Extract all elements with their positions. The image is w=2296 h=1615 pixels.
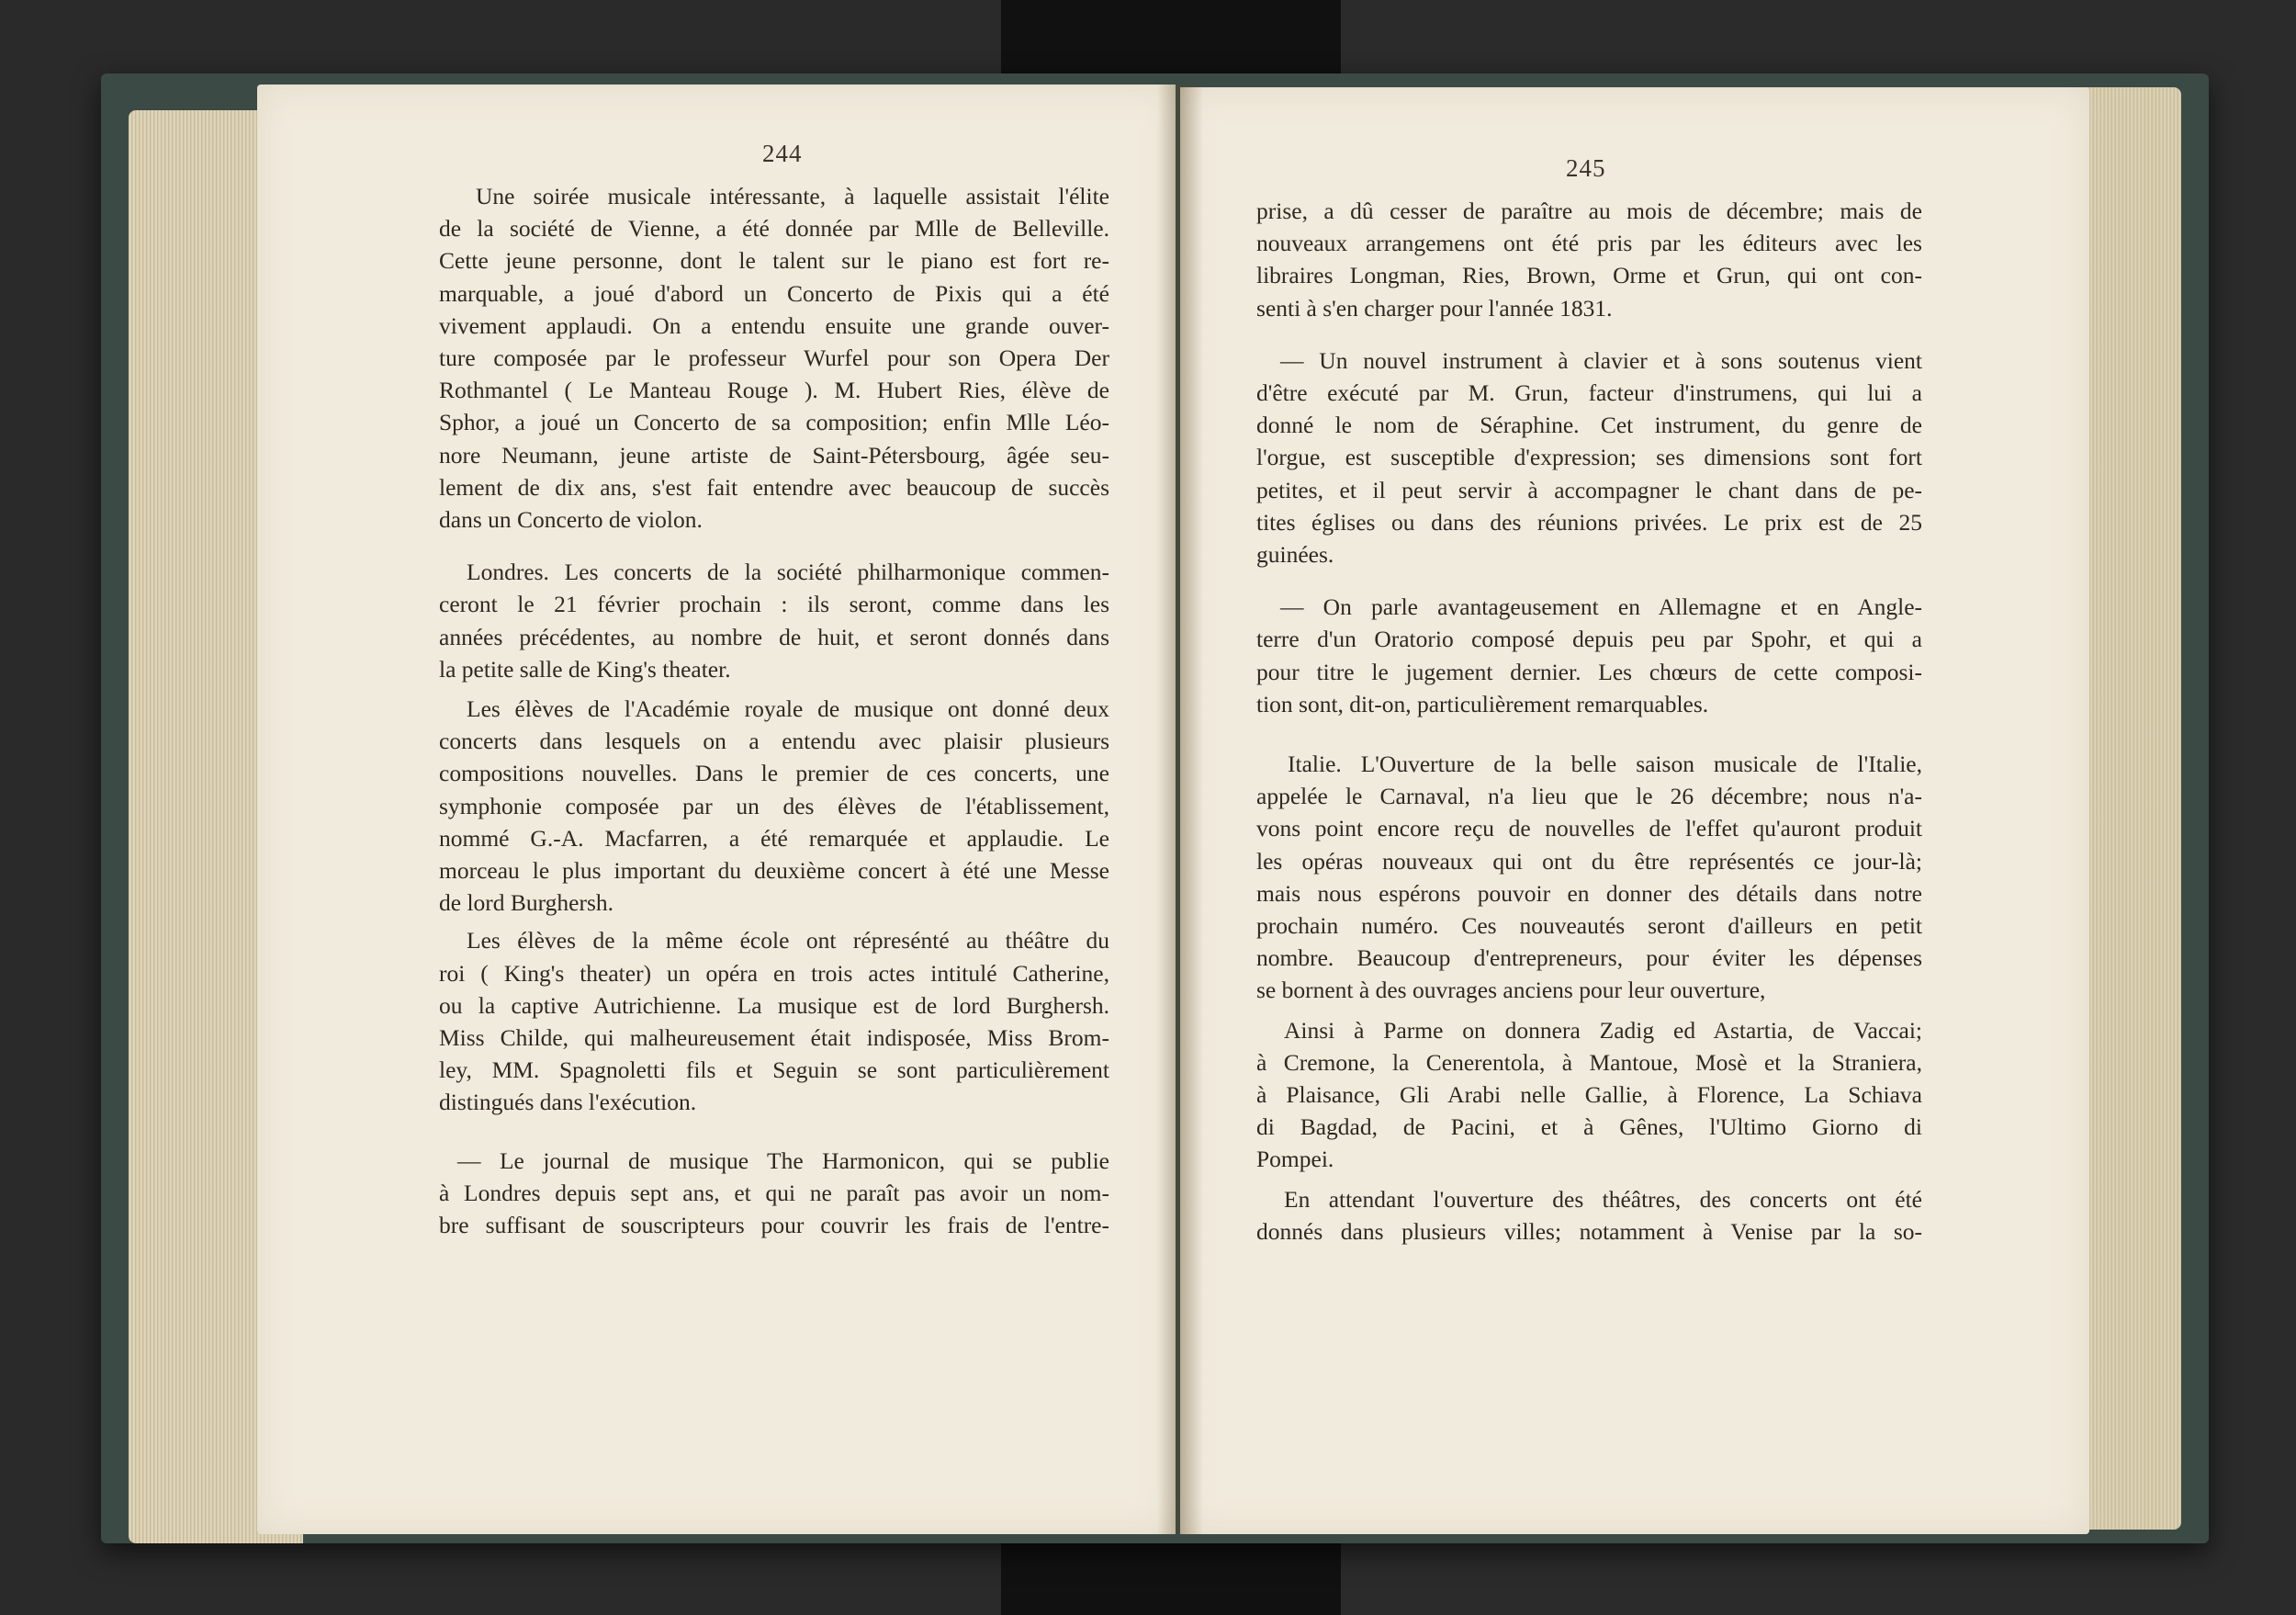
text-line: ceront le 21 février prochain : ils seront, comme dans les	[439, 591, 1109, 618]
text-line: prise, a dû cesser de paraître au mois de décembre; mais de	[1256, 198, 1922, 224]
text-line: Les élèves de la même école ont répresénté au théâtre du	[467, 927, 1109, 954]
text-line: tion sont, dit-on, particulièrement remarquables.	[1256, 690, 1709, 717]
text-line: senti à s'en charger pour l'année 1831.	[1256, 294, 1613, 322]
text-line: morceau le plus important du deuxième concert à été une Messe	[439, 857, 1109, 885]
text-line: Londres. Les concerts de la société philharmonique commen-	[467, 559, 1109, 586]
text-line: pour titre le jugement dernier. Les chœurs de cette composi-	[1256, 658, 1922, 685]
text-line: donnés dans plusieurs villes; notamment à Venise par la so-	[1256, 1217, 1922, 1245]
text-line: années précédentes, au nombre de huit, et seront donnés dans	[439, 623, 1109, 650]
text-line: nommé G.-A. Macfarren, a été remarquée et applaudie. Le	[439, 824, 1109, 852]
text-line: nombre. Beaucoup d'entrepreneurs, pour éviter les dépenses	[1256, 944, 1922, 972]
text-line: de la société de Vienne, a été donnée par Mlle de Belleville.	[439, 215, 1109, 243]
text-line: Pompei.	[1256, 1146, 1334, 1173]
text-line: di Bagdad, de Pacini, et à Gênes, l'Ultimo Giorno di	[1256, 1113, 1922, 1141]
text-line: prochain numéro. Ces nouveautés seront d'ailleurs en petit	[1256, 912, 1922, 940]
paragraph	[439, 1145, 1109, 1242]
text-line: tites églises ou dans des réunions privées. Le prix est de 25	[1256, 508, 1922, 536]
paragraph	[1256, 1183, 1922, 1248]
text-line: lement de dix ans, s'est fait entendre avec beaucoup de succès	[439, 473, 1109, 501]
text-line: — On parle avantageusement en Allemagne et en Angle-	[1280, 593, 1922, 621]
paragraph	[1256, 591, 1922, 720]
text-line: l'orgue, est susceptible d'expression; ses dimensions sont fort	[1256, 444, 1922, 471]
text-line: vivement applaudi. On a entendu ensuite une grande ouver-	[439, 311, 1109, 339]
right-page-number: 245	[1566, 154, 1606, 182]
text-line: terre d'un Oratorio composé depuis peu par Spohr, et qui a	[1256, 626, 1922, 653]
text-line: symphonie composée par un des élèves de l'établissement,	[439, 792, 1109, 819]
text-line: à Plaisance, Gli Arabi nelle Gallie, à Florence, La Schiava	[1256, 1081, 1922, 1109]
text-line: Miss Childe, qui malheureusement était indisposée, Miss Brom-	[439, 1024, 1109, 1052]
text-line: marquable, a joué d'abord un Concerto de Pixis qui a été	[439, 279, 1109, 307]
text-line: guinées.	[1256, 541, 1334, 569]
text-line: vons point encore reçu de nouvelles de l'effet qu'auront produit	[1256, 815, 1922, 842]
text-line: se bornent à des ouvrages anciens pour leur ouverture,	[1256, 977, 1766, 1004]
text-line: de lord Burghersh.	[439, 889, 614, 917]
text-line: petites, et il peut servir à accompagner le chant dans de pe-	[1256, 476, 1922, 503]
text-line: à Cremone, la Cenerentola, à Mantoue, Mosè et la Straniera,	[1256, 1048, 1922, 1076]
paragraph	[1256, 1014, 1922, 1176]
left-page-number: 244	[762, 140, 803, 167]
paragraph	[439, 556, 1109, 685]
text-line: nore Neumann, jeune artiste de Saint-Pétersbourg, âgée seu-	[439, 441, 1109, 469]
text-line: ley, MM. Spagnoletti fils et Seguin se sont particulièrement	[439, 1056, 1109, 1084]
page-edges-right	[2080, 87, 2181, 1530]
text-line: d'être exécuté par M. Grun, facteur d'instrumens, qui lui a	[1256, 379, 1922, 407]
text-line: donné le nom de Séraphine. Cet instrument, du genre de	[1256, 412, 1922, 439]
text-line: — Un nouvel instrument à clavier et à sons soutenus vient	[1280, 346, 1922, 374]
text-line: Une soirée musicale intéressante, à laquelle assistait l'élite	[476, 183, 1109, 209]
paragraph	[1256, 195, 1922, 324]
right-page-text	[1256, 195, 1922, 1248]
paragraph	[1256, 344, 1922, 570]
paragraph	[439, 180, 1109, 536]
text-line: bre suffisant de souscripteurs pour couvrir les frais de l'entre-	[439, 1212, 1109, 1239]
text-line: — Le journal de musique The Harmonicon, qui se publie	[457, 1146, 1109, 1174]
text-line: à Londres depuis sept ans, et qui ne paraît pas avoir un nom-	[439, 1179, 1109, 1206]
text-line: Ainsi à Parme on donnera Zadig ed Astartia, de Vaccai;	[1284, 1016, 1922, 1044]
text-line: Sphor, a joué un Concerto de sa composition; enfin Mlle Léo-	[439, 409, 1109, 436]
left-page-text	[439, 180, 1109, 1241]
paragraph	[439, 693, 1109, 919]
text-line: ture composée par le professeur Wurfel pour son Opera Der	[439, 344, 1109, 372]
text-line: libraires Longman, Ries, Brown, Orme et Grun, qui ont con-	[1256, 262, 1922, 289]
paragraph	[439, 924, 1109, 1118]
text-line: la petite salle de King's theater.	[439, 655, 731, 683]
book-gutter	[1157, 85, 1203, 1534]
text-line: les opéras nouveaux qui ont du être représentés ce jour-là;	[1256, 847, 1922, 875]
text-line: Les élèves de l'Académie royale de musique ont donné deux	[467, 695, 1109, 723]
paragraph	[1256, 748, 1922, 1007]
text-line: nouveaux arrangemens ont été pris par les éditeurs avec les	[1256, 230, 1922, 257]
text-line: distingués dans l'exécution.	[439, 1089, 697, 1116]
text-line: dans un Concerto de violon.	[439, 506, 703, 534]
text-line: appelée le Carnaval, n'a lieu que le 26 décembre; nous n'a-	[1256, 783, 1922, 810]
text-line: concerts dans lesquels on a entendu avec plaisir plusieurs	[439, 728, 1109, 755]
text-line: Rothmantel ( Le Manteau Rouge ). M. Hubert Ries, élève de	[439, 377, 1109, 404]
text-line: Cette jeune personne, dont le talent sur le piano est fort re-	[439, 247, 1109, 275]
text-line: Italie. L'Ouverture de la belle saison musicale de l'Italie,	[1288, 751, 1922, 778]
text-line: ou la captive Autrichienne. La musique est de lord Burghersh.	[439, 991, 1109, 1019]
text-line: compositions nouvelles. Dans le premier de ces concerts, une	[439, 760, 1109, 787]
text-line: En attendant l'ouverture des théâtres, des concerts ont été	[1284, 1185, 1922, 1213]
text-line: roi ( King's theater) un opéra en trois actes intitulé Catherine,	[439, 959, 1109, 987]
text-line: mais nous espérons pouvoir en donner des détails dans notre	[1256, 879, 1922, 907]
